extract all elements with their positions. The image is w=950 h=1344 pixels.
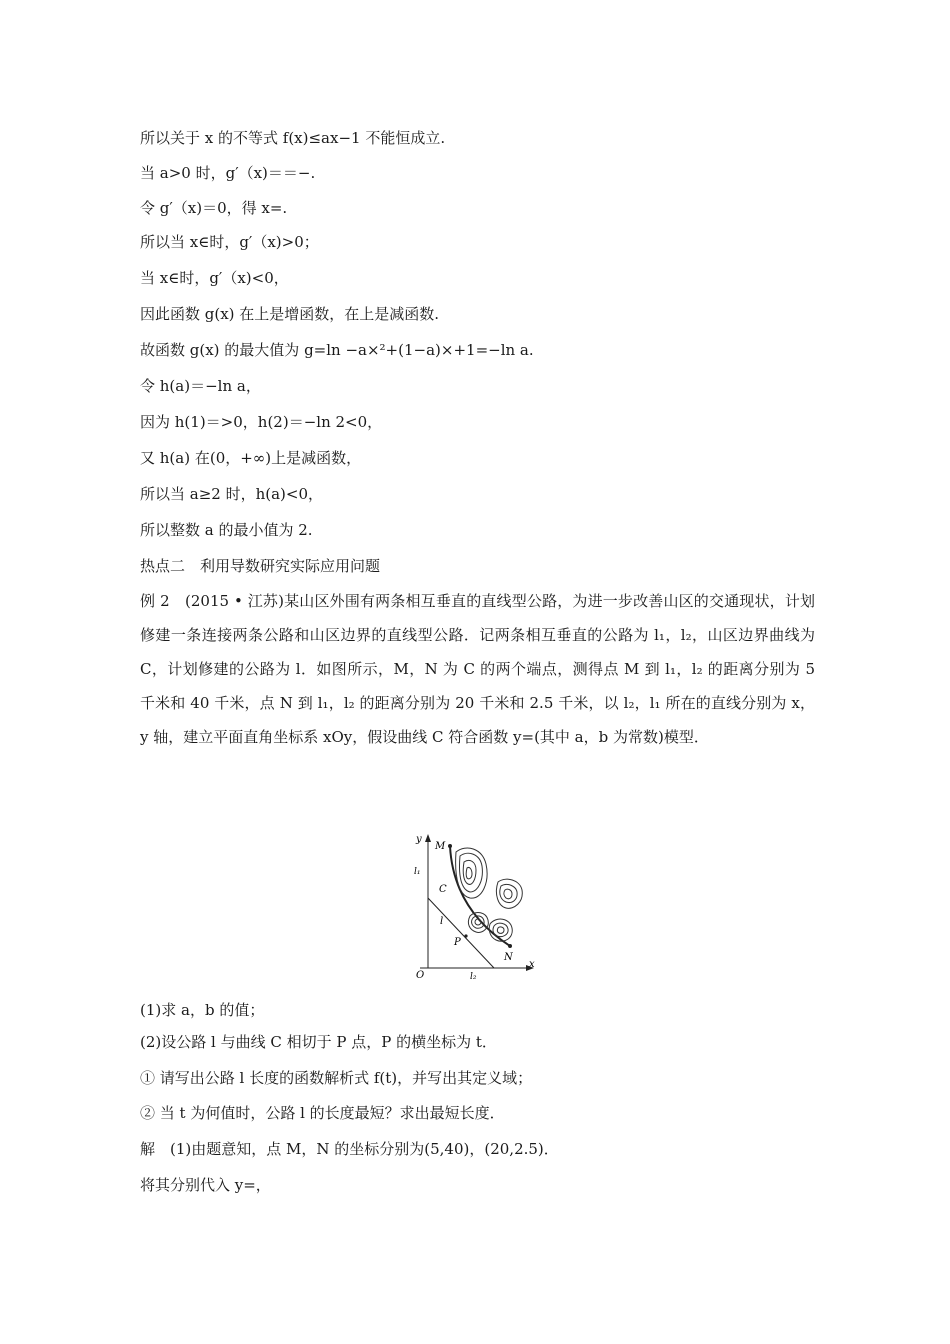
road-line-l xyxy=(428,898,494,968)
l1-label: l₁ xyxy=(414,867,421,877)
text-line: 所以整数 a 的最小值为 2. xyxy=(140,521,313,539)
coordinate-diagram xyxy=(410,830,540,980)
text-line: (1)求 a，b 的值； xyxy=(140,1001,265,1019)
text-line: 将其分别代入 y=， xyxy=(140,1176,271,1194)
point-n xyxy=(508,944,512,948)
text-line: 所以关于 x 的不等式 f(x)≤ax−1 不能恒成立. xyxy=(140,129,446,147)
origin-label: O xyxy=(416,970,425,980)
example-paragraph: 例 2 (2015 • 江苏)某山区外围有两条相互垂直的直线型公路，为进一步改善山区的交通现状，计划修建一条连接两条公路和山区边界的直线型公路．记两条相互垂直的公路为 l₁，l₂，山区边界曲线为 C，计划修建的公路为 l．如图所示，M，N 为 C 的两个端点，测得点 M 到 l₁，l₂ 的距离分别为 5 千米和 40 千米，点 N 到 l₁，l₂ 的距离分别为 20 千米和 2.5 千米，以 l₂，l₁ 所在的直线分别为 x，y 轴，建立平面直角坐标系 xOy，假设曲线 C 符合函数 y=(其中 a，b 为常数)模型． xyxy=(140,592,815,746)
c-label: C xyxy=(439,884,447,895)
text-line: 故函数 g(x) 的最大值为 g=ln −a×²+(1−a)×+1=−ln a. xyxy=(140,341,534,359)
text-line: ① 请写出公路 l 长度的函数解析式 f(t)，并写出其定义域； xyxy=(140,1069,533,1087)
text-line: 当 x∈时，g′（x)<0， xyxy=(140,269,289,287)
point-p xyxy=(464,934,467,937)
text-line: 解 (1)由题意知，点 M，N 的坐标分别为(5,40)，(20,2.5)． xyxy=(140,1140,559,1158)
text-line: 当 a>0 时，g′（x)＝＝−. xyxy=(140,164,316,182)
text-line: 因为 h(1)＝>0，h(2)＝−ln 2<0， xyxy=(140,413,383,431)
point-m xyxy=(448,844,452,848)
p-label: P xyxy=(454,937,461,948)
l2-label: l₂ xyxy=(470,972,477,980)
text-line: (2)设公路 l 与曲线 C 相切于 P 点，P 的横坐标为 t． xyxy=(140,1033,497,1051)
y-axis-arrow-icon xyxy=(425,834,431,842)
text-line: ② 当 t 为何值时，公路 l 的长度最短？求出最短长度． xyxy=(140,1104,505,1122)
l-label: l xyxy=(440,916,444,927)
section-heading: 热点二 利用导数研究实际应用问题 xyxy=(140,557,381,575)
text-line: 所以当 x∈时，g′（x)>0； xyxy=(140,233,319,251)
terrain-contours xyxy=(456,848,523,941)
text-line: 所以当 a≥2 时，h(a)<0， xyxy=(140,485,324,503)
x-axis-label: x xyxy=(529,959,535,970)
text-line: 令 h(a)＝−ln a， xyxy=(140,377,261,395)
m-label: M xyxy=(435,841,446,852)
text-line: 又 h(a) 在(0，+∞)上是减函数， xyxy=(140,449,362,467)
y-axis-label: y xyxy=(416,834,422,845)
n-label: N xyxy=(504,952,513,963)
text-line: 令 g′（x)＝0，得 x=. xyxy=(140,199,288,217)
diagram-svg xyxy=(410,830,540,980)
text-line: 因此函数 g(x) 在上是增函数，在上是减函数. xyxy=(140,305,440,323)
